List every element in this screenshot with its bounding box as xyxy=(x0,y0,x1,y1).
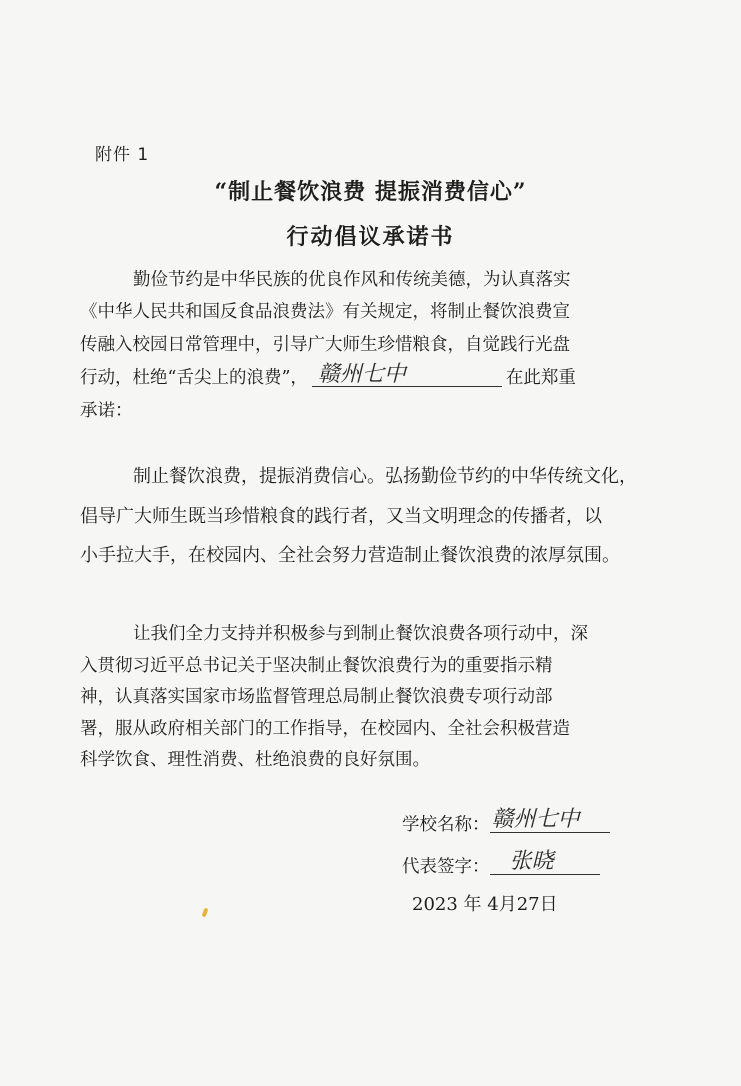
document-subtitle: 行动倡议承诺书 xyxy=(286,224,455,250)
para2-line2: 倡导广大师生既当珍惜粮食的践行者，又当文明理念的传播者，以 xyxy=(80,506,602,527)
para2-line3: 小手拉大手，在校园内、全社会努力营造制止餐饮浪费的浓厚氛围。 xyxy=(80,545,620,566)
para1-line4-after: 在此郑重 xyxy=(505,368,576,388)
para1-line4 xyxy=(80,364,576,389)
para3-line5: 科学饮食、理性消费、杜绝浪费的良好氛围。 xyxy=(80,750,430,770)
para1-line1: 勤俭节约是中华民族的优良作风和传统美德，为认真落实 xyxy=(133,270,571,290)
para1-line3: 传融入校园日常管理中，引导广大师生珍惜粮食，自觉践行光盘 xyxy=(80,335,570,355)
para2-line1: 制止餐饮浪费，提振消费信心。弘扬勤俭节约的中华传统文化， xyxy=(133,466,637,487)
para3-line4: 署，服从政府相关部门的工作指导，在校园内、全社会积极营造 xyxy=(80,719,570,739)
sign-date: 2023 年 4月27日 xyxy=(412,894,558,915)
para3-line1: 让我们全力支持并积极参与到制止餐饮浪费各项行动中，深 xyxy=(133,624,588,644)
para1-line5: 承诺： xyxy=(80,401,133,421)
para3-line3: 神，认真落实国家市场监督管理总局制止餐饮浪费专项行动部 xyxy=(80,687,553,707)
attachment-label: 附件 1 xyxy=(95,145,150,165)
representative-label: 代表签字： xyxy=(402,857,490,877)
school-name-signature: 赣州七中 xyxy=(491,807,580,832)
document-title: “制止餐饮浪费 提振消费信心” xyxy=(214,179,527,205)
representative-row xyxy=(402,849,600,878)
school-name-handwriting: 赣州七中 xyxy=(317,362,406,387)
school-name-fill-blank xyxy=(312,362,502,387)
school-name-label: 学校名称： xyxy=(402,815,490,835)
para3-line2: 入贯彻习近平总书记关于坚决制止餐饮浪费行为的重要指示精 xyxy=(80,656,553,676)
para1-line4-before: 行动，杜绝“舌尖上的浪费”， xyxy=(80,368,308,388)
school-name-line xyxy=(490,807,610,833)
representative-line xyxy=(490,849,600,875)
ink-mark xyxy=(202,908,209,918)
school-name-row xyxy=(402,807,610,836)
representative-signature: 张晓 xyxy=(509,849,554,874)
para1-line2: 《中华人民共和国反食品浪费法》有关规定，将制止餐饮浪费宣 xyxy=(80,302,570,322)
